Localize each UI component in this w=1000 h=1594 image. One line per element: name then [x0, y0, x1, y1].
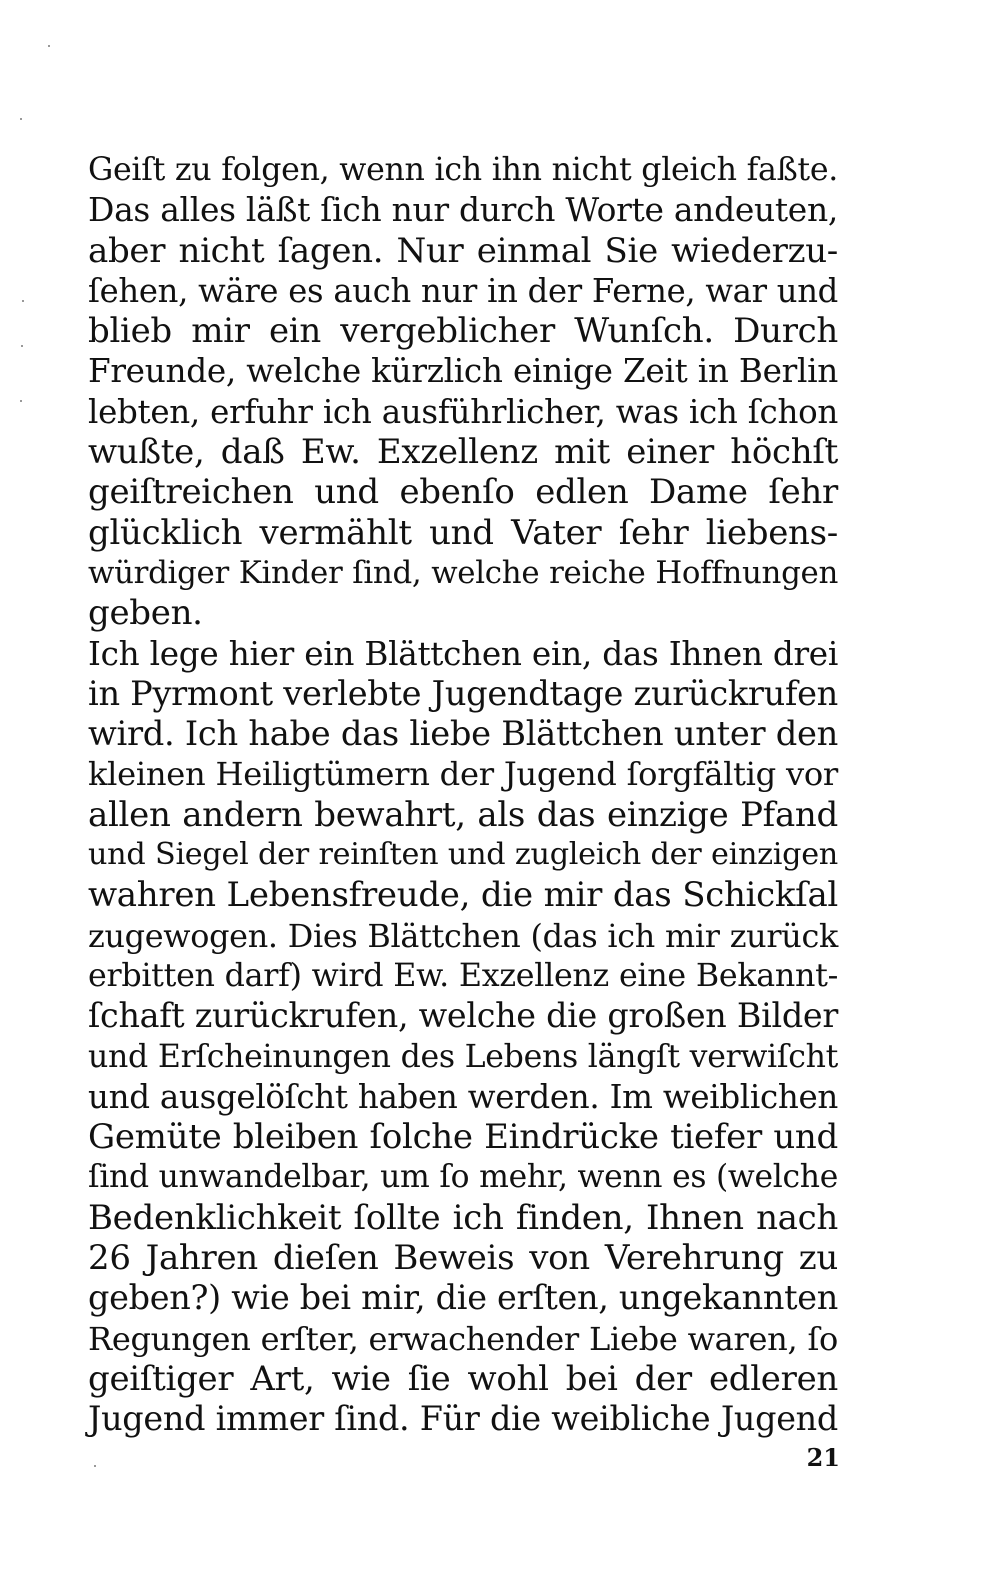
- text-line: geiſtreichen und ebenſo edlen Dame ſehr: [88, 472, 838, 513]
- text-line: Regungen erſter, erwachender Liebe waren, ſo: [88, 1319, 838, 1358]
- text-line: Das alles läßt ſich nur durch Worte andeuten,: [88, 190, 838, 230]
- text-line: 26 Jahren dieſen Beweis von Verehrung zu: [88, 1238, 838, 1279]
- text-line: zugewogen. Dies Blättchen (das ich mir zurück: [88, 916, 838, 955]
- text-line: wird. Ich habe das liebe Blättchen unter den: [88, 714, 838, 754]
- text-line: Ich lege hier ein Blättchen ein, das Ihnen drei: [88, 634, 838, 673]
- text-line: Geiſt zu folgen, wenn ich ihn nicht gleich faßte.: [88, 152, 838, 188]
- text-line: wahren Lebensfreude, die mir das Schickſal: [88, 875, 838, 916]
- text-line: ſind unwandelbar, um ſo mehr, wenn es (welche: [88, 1159, 838, 1196]
- text-line: wußte, daß Ew. Exzellenz mit einer höchſt: [88, 432, 838, 473]
- text-line: blieb mir ein vergeblicher Wunſch. Durch: [88, 311, 838, 352]
- text-line: würdiger Kinder ſind, welche reiche Hoffnungen: [88, 554, 838, 591]
- text-line: kleinen Heiligtümern der Jugend ſorgfältig vor: [88, 755, 838, 794]
- body-text: [88, 150, 838, 1440]
- text-line: Bedenklichkeit ſollte ich finden, Ihnen nach: [88, 1197, 838, 1238]
- text-line: Jugend immer ſind. Für die weibliche Jugend: [88, 1399, 838, 1439]
- text-line: ſehen, wäre es auch nur in der Ferne, war und: [88, 271, 838, 310]
- text-line: Gemüte bleiben ſolche Eindrücke tiefer und: [88, 1117, 838, 1158]
- text-line: in Pyrmont verlebte Jugendtage zurückrufen: [88, 673, 838, 713]
- scan-speck: [21, 345, 23, 347]
- text-line: geiſtiger Art, wie ſie wohl bei der edleren: [88, 1358, 838, 1399]
- scan-speck: [20, 400, 22, 402]
- text-line: glücklich vermählt und Vater ſehr liebens-: [88, 512, 838, 553]
- text-line: aber nicht ſagen. Nur einmal Sie wiederzu-: [88, 230, 838, 271]
- text-line: Freunde, welche kürzlich einige Zeit in Berlin: [88, 352, 838, 391]
- text-line: allen andern bewahrt, als das einzige Pfand: [88, 794, 838, 835]
- text-line: und ausgelöſcht haben werden. Im weiblichen: [88, 1077, 838, 1116]
- text-line: und Siegel der reinſten und zugleich der einzigen: [88, 837, 838, 873]
- text-line: ſchaft zurückrufen, welche die großen Bilder: [88, 996, 838, 1036]
- scan-speck: [94, 1465, 96, 1467]
- scan-speck: [20, 118, 22, 120]
- text-line: erbitten darf) wird Ew. Exzellenz eine Bekannt-: [88, 957, 838, 994]
- scan-speck: [48, 45, 50, 47]
- text-line: geben.: [88, 593, 203, 634]
- scan-speck: [22, 300, 24, 302]
- text-line: und Erſcheinungen des Lebens längſt verwiſcht: [88, 1038, 838, 1075]
- text-line: geben?) wie bei mir, die erſten, ungekannten: [88, 1278, 838, 1318]
- text-line: lebten, erfuhr ich ausführlicher, was ich ſchon: [88, 392, 838, 431]
- page-number: 21: [806, 1443, 840, 1472]
